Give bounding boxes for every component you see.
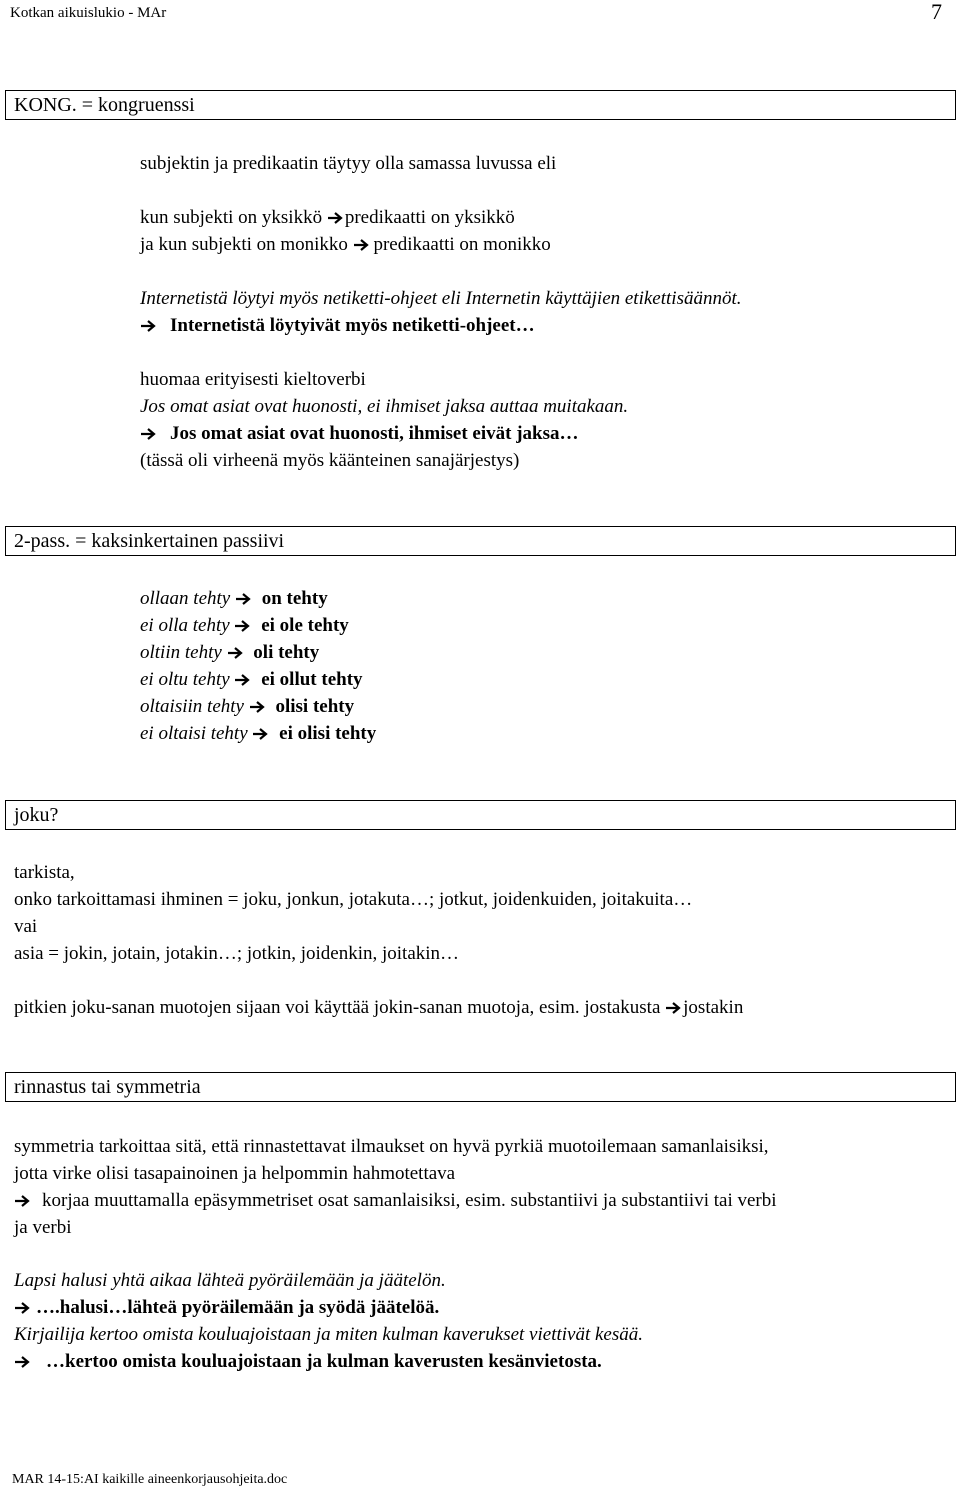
arrow-right-icon [14, 1348, 46, 1375]
joku-line-4: asia = jokin, jotain, jotakin…; jotkin, joidenkin, joitakin… [14, 943, 460, 964]
pass-row [140, 720, 376, 747]
kong-example-1: Internetistä löytyi myös netiketti-ohjeet eli Internetin käyttäjien etikettisäännöt. [140, 288, 742, 309]
joku-line-1: tarkista, [14, 862, 75, 883]
pass-right: ei ole tehty [261, 615, 349, 636]
kong-note: huomaa erityisesti kieltoverbi [140, 369, 366, 390]
sym-example-1-fix-text: ….halusi…lähteä pyöräilemään ja syödä jäätelöä. [36, 1297, 440, 1318]
joku-line-5-result: jostakin [683, 997, 744, 1018]
pass-wrong: oltiin tehty [140, 642, 222, 663]
kong-example-2-note: (tässä oli virheenä myös käänteinen sanajärjestys) [140, 450, 520, 471]
pass-wrong: oltaisiin tehty [140, 696, 244, 717]
page-footer: MAR 14-15:AI kaikille aineenkorjausohjeita.doc [12, 1472, 288, 1487]
arrow-right-icon [665, 994, 683, 1021]
kong-example-1-fix-text: Internetistä löytyivät myös netiketti-ohjeet… [170, 315, 535, 336]
arrow-right-icon [14, 1187, 42, 1214]
pass-right: on tehty [261, 588, 328, 609]
joku-line-3: vai [14, 916, 38, 937]
arrow-right-icon [234, 666, 256, 693]
page-number: 7 [931, 0, 942, 24]
arrow-right-icon [353, 231, 369, 258]
kong-example-2-fix-text: Jos omat asiat ovat huonosti, ihmiset eivät jaksa… [170, 423, 579, 444]
sym-example-2-fix [14, 1348, 602, 1375]
arrow-right-icon [227, 639, 249, 666]
sym-example-2: Kirjailija kertoo omista kouluajoistaan ja miten kulman kaverukset viettivät kesää. [14, 1324, 644, 1345]
arrow-right-icon [249, 693, 271, 720]
arrow-right-icon [234, 612, 256, 639]
sym-line-3-text: korjaa muuttamalla epäsymmetriset osat samanlaisiksi, esim. substantiivi ja substantiivi tai verbi [42, 1190, 777, 1211]
sym-line-3 [14, 1187, 777, 1214]
arrow-right-icon [252, 720, 274, 747]
page-header-title: Kotkan aikuislukio - MAr [10, 5, 167, 21]
sym-example-1: Lapsi halusi yhtä aikaa lähteä pyöräilemään ja jäätelön. [14, 1270, 446, 1291]
kong-example-2-fix [140, 420, 579, 447]
pass-row [140, 693, 354, 720]
joku-line-5-text: pitkien joku-sanan muotojen sijaan voi käyttää jokin-sanan muotoja, esim. jostakusta [14, 997, 666, 1018]
arrow-right-icon [140, 420, 170, 447]
sym-line-2: jotta virke olisi tasapainoinen ja helpommin hahmotettava [14, 1163, 456, 1184]
pass-wrong: ollaan tehty [140, 588, 231, 609]
arrow-right-icon [235, 585, 257, 612]
section-title-kong: KONG. = kongruenssi [5, 90, 956, 120]
arrow-right-icon [140, 312, 170, 339]
kong-plural-line [140, 231, 551, 258]
pass-wrong: ei oltaisi tehty [140, 723, 248, 744]
pass-wrong: ei oltu tehty [140, 669, 230, 690]
pass-wrong: ei olla tehty [140, 615, 230, 636]
sym-example-1-fix [14, 1294, 439, 1321]
kong-example-1-fix [140, 312, 535, 339]
kong-singular-text: kun subjekti on yksikkö [140, 207, 327, 228]
joku-line-5 [14, 994, 743, 1021]
section-title-pass: 2-pass. = kaksinkertainen passiivi [5, 526, 956, 556]
kong-rule: subjektin ja predikaatin täytyy olla samassa luvussa eli [140, 153, 557, 174]
pass-row [140, 585, 328, 612]
kong-singular-result: predikaatti on yksikkö [344, 207, 515, 228]
pass-row [140, 612, 349, 639]
arrow-right-icon [14, 1294, 36, 1321]
sym-line-4: ja verbi [14, 1217, 72, 1238]
pass-right: oli tehty [253, 642, 320, 663]
sym-example-2-fix-text: …kertoo omista kouluajoistaan ja kulman kaverusten kesänvietosta. [46, 1351, 602, 1372]
arrow-right-icon [327, 204, 345, 231]
pass-row [140, 639, 319, 666]
pass-right: ei ollut tehty [261, 669, 363, 690]
section-title-joku: joku? [5, 800, 956, 830]
sym-line-1: symmetria tarkoittaa sitä, että rinnastettavat ilmaukset on hyvä pyrkiä muotoilemaan samanlaisiksi, [14, 1136, 769, 1157]
kong-singular-line [140, 204, 515, 231]
joku-line-2: onko tarkoittamasi ihminen = joku, jonkun, jotakuta…; jotkut, joidenkuiden, joitakuita… [14, 889, 693, 910]
kong-example-2: Jos omat asiat ovat huonosti, ei ihmiset jaksa auttaa muitakaan. [140, 396, 629, 417]
pass-row [140, 666, 363, 693]
kong-plural-text: ja kun subjekti on monikko [140, 234, 353, 255]
pass-right: ei olisi tehty [279, 723, 377, 744]
pass-right: olisi tehty [275, 696, 355, 717]
kong-plural-result: predikaatti on monikko [368, 234, 551, 255]
section-title-symmetria: rinnastus tai symmetria [5, 1072, 956, 1102]
